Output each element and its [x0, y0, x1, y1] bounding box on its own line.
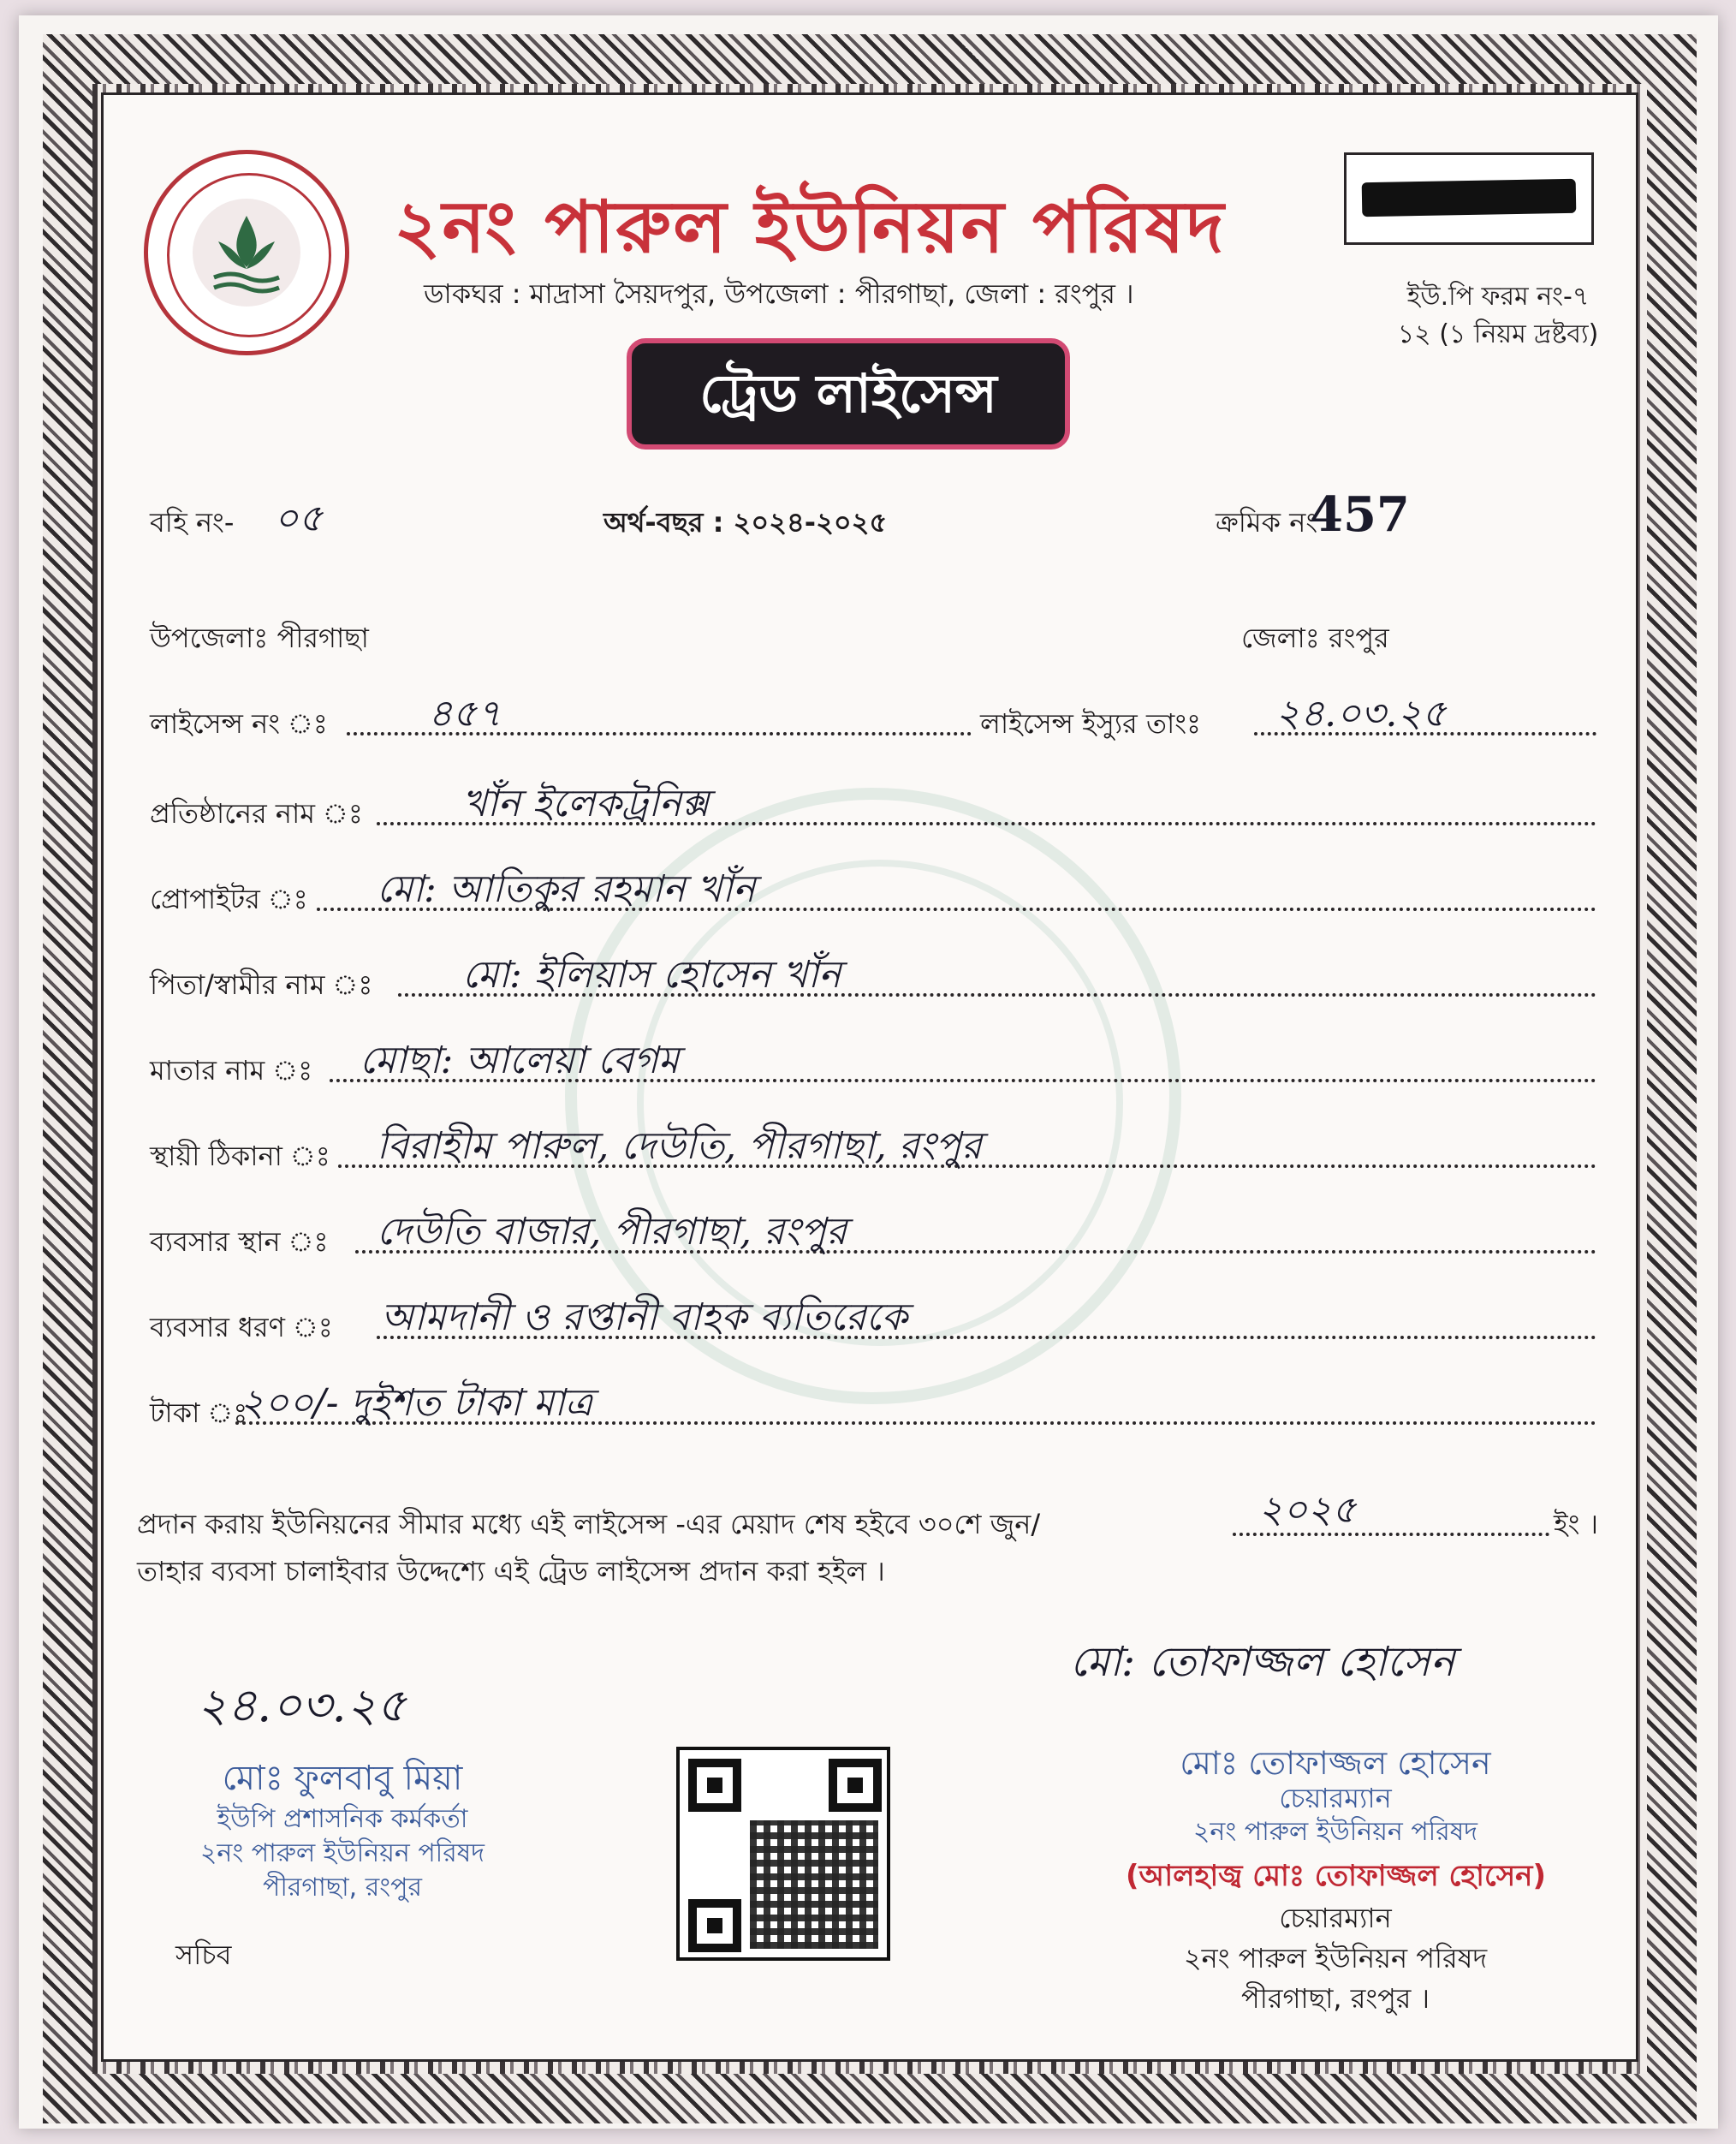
amount-value: ২০০/- দুইশত টাকা মাত্র — [240, 1381, 593, 1425]
chairman-stamp-title: চেয়ারম্যান — [1279, 1782, 1392, 1814]
secretary-title: ইউপি প্রশাসনিক কর্মকর্তা — [217, 1804, 468, 1834]
union-council-logo — [144, 150, 349, 355]
qr-code — [676, 1747, 890, 1961]
chairman-org: ২নং পারুল ইউনিয়ন পরিষদ — [1183, 1942, 1488, 1974]
permanent-address-value: বিরাহীম পারুল, দেউতি, পীরগাছা, রংপুর — [377, 1124, 982, 1168]
chairman-red-stamp: (আলহাজ্ব মোঃ তোফাজ্জল হোসেন) — [1126, 1859, 1546, 1893]
mother-name-value: মোছা: আলেয়া বেগম — [360, 1039, 680, 1082]
permanent-address-label: স্থায়ী ঠিকানা ঃ — [150, 1140, 330, 1172]
statement-line-1: প্রদান করায় ইউনিয়নের সীমার মধ্যে এই লাইসেন্স -এর মেয়াদ শেষ হইবে ৩০শে জুন/ — [137, 1508, 1041, 1540]
secretary-place: পীরগাছা, রংপুর — [262, 1873, 423, 1903]
secretary-signature-date: ২৪.০৩.২৫ — [197, 1678, 407, 1732]
council-address: ডাকঘর : মাদ্রাসা সৈয়দপুর, উপজেলা : পীরগাছা, জেলা : রংপুর । — [424, 277, 1134, 310]
redaction-mark — [1362, 179, 1577, 217]
mother-name-label: মাতার নাম ঃ — [150, 1054, 313, 1087]
license-no-value: ৪৫৭ — [428, 692, 502, 736]
organization-value: খাঁন ইলেকট্রনিক্স — [462, 782, 710, 825]
father-name-label: পিতা/স্বামীর নাম ঃ — [150, 968, 373, 1001]
statement-line-2: তাহার ব্যবসা চালাইবার উদ্দেশ্যে এই ট্রেড লাইসেন্স প্রদান করা হইল । — [137, 1555, 885, 1587]
form-number: ইউ.পি ফরম নং-৭ ১২ (১ নিয়ম দ্রষ্টব্য) — [1397, 282, 1599, 349]
book-no-value: ০৫ — [274, 497, 324, 540]
trade-license-badge: ট্রেড লাইসেন্স — [627, 338, 1070, 450]
district: জেলাঃ রংপুর — [1241, 622, 1389, 654]
water-lily-emblem-icon — [193, 199, 300, 307]
chairman-role: চেয়ারম্যান — [1279, 1902, 1392, 1934]
secretary-name: মোঃ ফুলবাবু মিয়া — [222, 1759, 463, 1798]
serial-no-label: ক্রমিক নং — [1216, 506, 1318, 539]
fiscal-year: অর্থ-বছর : ২০২৪-২০২৫ — [603, 506, 888, 539]
redacted-box — [1344, 152, 1594, 245]
union-council-title: ২নং পারুল ইউনিয়ন পরিষদ — [394, 184, 1226, 269]
business-place-value: দেউতি বাজার, পীরগাছা, রংপুর — [377, 1210, 847, 1254]
secretary-org: ২নং পারুল ইউনিয়ন পরিষদ — [199, 1838, 485, 1868]
license-no-label: লাইসেন্স নং ঃ — [150, 707, 328, 740]
upazila: উপজেলাঃ পীরগাছা — [150, 622, 369, 654]
proprietor-label: প্রোপাইটর ঃ — [150, 883, 308, 915]
statement-year-suffix: ইং । — [1554, 1508, 1599, 1540]
issue-date-label: লাইসেন্স ইস্যুর তাংঃ — [980, 707, 1202, 740]
serial-no-value: 457 — [1310, 486, 1410, 543]
issue-date-value: ২৪.০৩.২৫ — [1275, 692, 1447, 736]
business-place-label: ব্যবসার স্থান ঃ — [150, 1225, 329, 1258]
secretary-role: সচিব — [175, 1939, 232, 1971]
business-type-value: আমদানী ও রপ্তানী বাহক ব্যতিরেকে — [381, 1295, 908, 1339]
expiry-year: ২০২৫ — [1258, 1488, 1357, 1532]
chairman-place: পীরগাছা, রংপুর । — [1240, 1982, 1430, 2015]
amount-label: টাকা ঃ — [150, 1397, 248, 1429]
business-type-label: ব্যবসার ধরণ ঃ — [150, 1311, 333, 1343]
father-name-value: মো: ইলিয়াস হোসেন খাঁন — [462, 953, 841, 997]
proprietor-value: মো: আতিকুর রহমান খাঁন — [377, 867, 756, 911]
chairman-stamp-org: ২নং পারুল ইউনিয়ন পরিষদ — [1192, 1817, 1478, 1847]
chairman-signature: মো: তোফাজ্জল হোসেন — [1070, 1638, 1455, 1686]
chairman-stamp-name: মোঃ তোফাজ্জল হোসেন — [1180, 1744, 1491, 1782]
organization-label: প্রতিষ্ঠানের নাম ঃ — [150, 797, 363, 830]
book-no-label: বহি নং- — [150, 506, 235, 539]
